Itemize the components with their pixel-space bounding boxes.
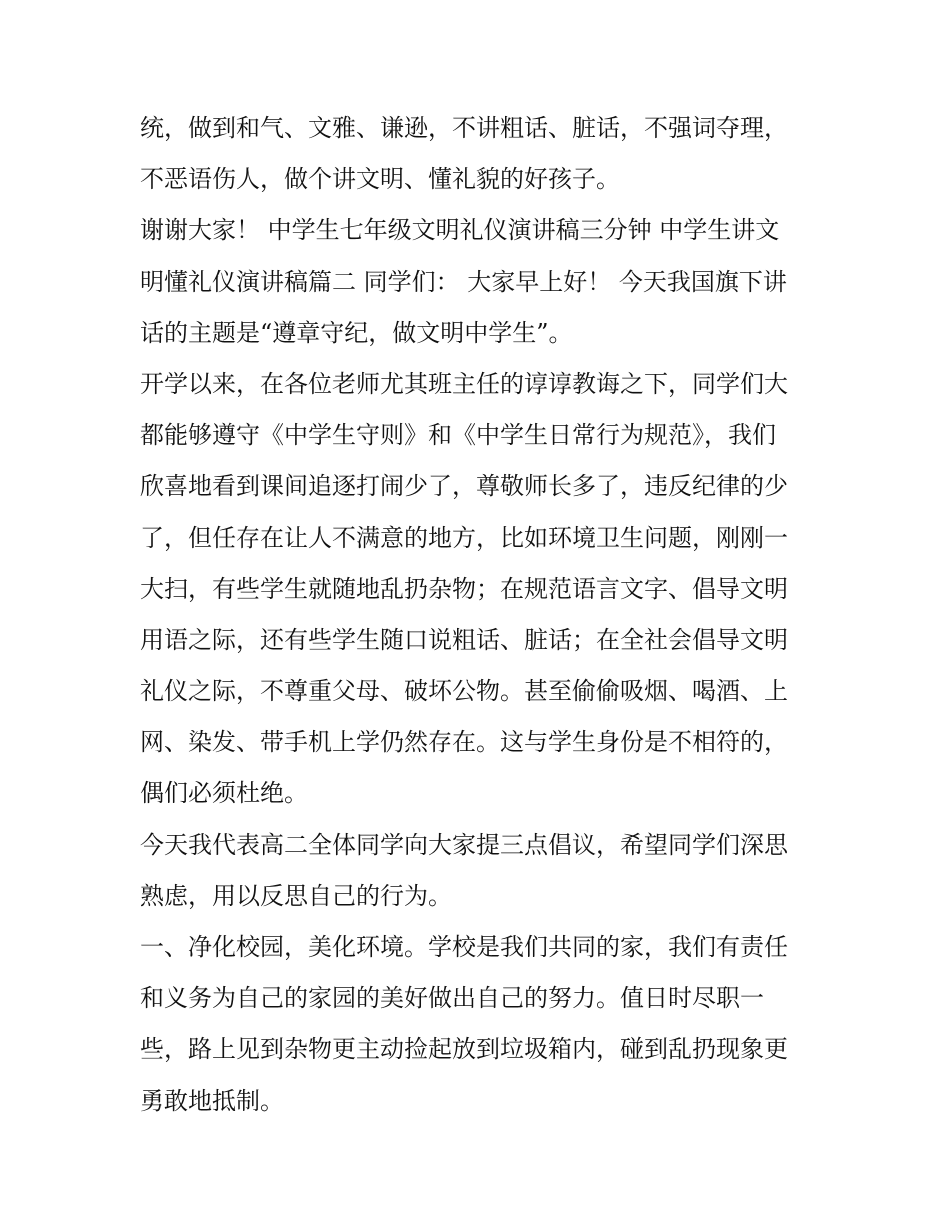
text-line: 网、染发、带手机上学仍然存在。这与学生身份是不相符的， (140, 728, 788, 757)
text-line: 谢谢大家！ 中学生七年级文明礼仪演讲稿三分钟 中学生讲文 (140, 216, 780, 245)
text-line: 熟虑，用以反思自己的行为。 (140, 881, 452, 910)
text-line: 勇敢地抵制。 (140, 1086, 284, 1115)
text-line: 欣喜地看到课间追逐打闹少了，尊敬师长多了，违反纪律的少 (140, 472, 788, 501)
text-line: 今天我代表高二全体同学向大家提三点倡议，希望同学们深思 (140, 830, 788, 859)
text-line: 都能够遵守《中学生守则》和《中学生日常行为规范》，我们 (140, 421, 776, 450)
text-line: 不恶语伤人，做个讲文明、懂礼貌的好孩子。 (140, 165, 620, 194)
text-line: 开学以来，在各位老师尤其班主任的谆谆教诲之下，同学们大 (140, 369, 788, 398)
text-line: 明懂礼仪演讲稿篇二 同学们： 大家早上好！ 今天我国旗下讲 (140, 267, 787, 296)
text-line: 偶们必须杜绝。 (140, 779, 308, 808)
text-line: 用语之际，还有些学生随口说粗话、脏话；在全社会倡导文明 (140, 625, 788, 654)
text-line: 了，但任存在让人不满意的地方，比如环境卫生问题，刚刚一 (140, 523, 788, 552)
text-line: 话的主题是“遵章守纪，做文明中学生”。 (140, 318, 573, 347)
text-line: 礼仪之际，不尊重父母、破坏公物。甚至偷偷吸烟、喝酒、上 (140, 677, 788, 706)
text-line: 一、净化校园，美化环境。学校是我们共同的家，我们有责任 (140, 933, 788, 961)
text-line: 和义务为自己的家园的美好做出自己的努力。值日时尽职一 (140, 984, 764, 1013)
text-line: 统，做到和气、文雅、谦逊，不讲粗话、脏话，不强词夺理， (140, 114, 788, 142)
text-line: 大扫，有些学生就随地乱扔杂物；在规范语言文字、倡导文明 (140, 574, 788, 603)
document-body (140, 103, 812, 1127)
text-line: 些，路上见到杂物更主动捡起放到垃圾箱内，碰到乱扔现象更 (140, 1035, 788, 1064)
